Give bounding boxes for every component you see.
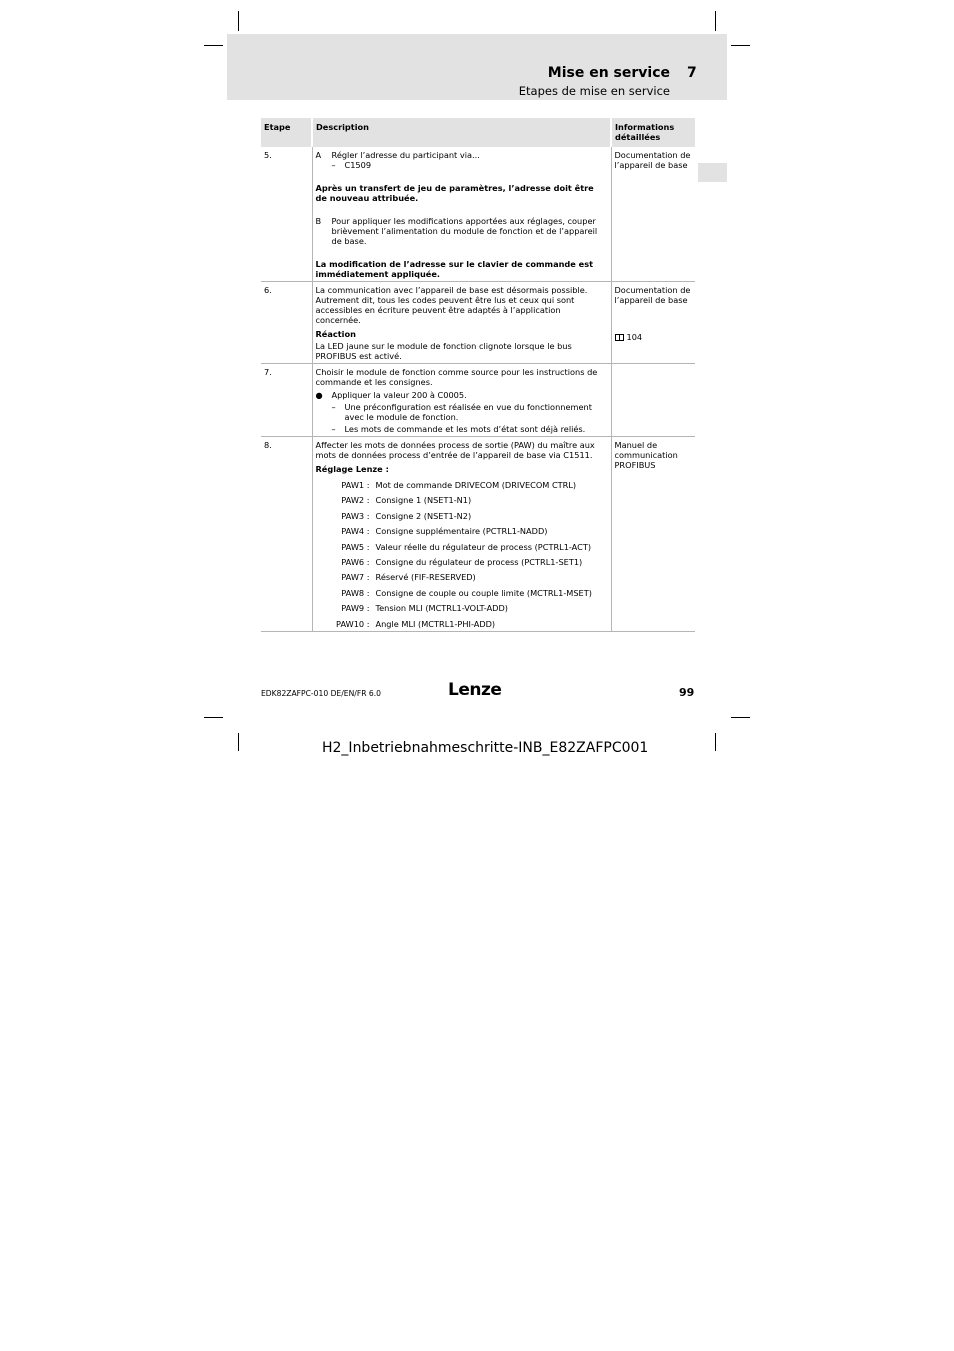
column-header-info: Informations détaillées (611, 118, 695, 147)
step-text: La communication avec l’appareil de base est désormais possible. Autrement dit, tous les codes peuvent être lus et ceux qui sont accessibles en écriture peuvent être adaptés à l’application concernée. (315, 285, 588, 325)
table-row (261, 147, 695, 282)
bullet-item (316, 390, 608, 400)
section-title: Etapes de mise en service (518, 84, 670, 98)
table-row (261, 437, 695, 632)
paw-row: PAW8 : Consigne de couple ou couple limite (MCTRL1-MSET) (341, 587, 592, 598)
page-reference-number: 104 (626, 332, 643, 342)
bullet-text: Appliquer la valeur 200 à C0005. (331, 390, 467, 400)
paw-row: PAW6 : Consigne du régulateur de process (PCTRL1-SET1) (341, 556, 583, 567)
step-number: 6. (261, 282, 312, 364)
step-description (312, 147, 611, 282)
paw-row: PAW2 : Consigne 1 (NSET1-N1) (341, 495, 472, 506)
column-header-step: Etape (261, 118, 312, 147)
step-description (312, 364, 611, 437)
paw-row: PAW5 : Valeur réelle du régulateur de process (PCTRL1-ACT) (341, 541, 592, 552)
step-text: Affecter les mots de données process de sortie (PAW) du maître aux mots de données process d’entrée de l’appareil de base via C1511. (315, 440, 595, 460)
crop-mark (731, 45, 750, 46)
page-number: 99 (679, 686, 695, 699)
substep-text: Pour appliquer les modifications apportées aux réglages, couper brièvement l’alimentation du module de fonction et de l’appareil de base. (331, 216, 598, 246)
document-id: EDK82ZAFPC-010 DE/EN/FR 6.0 (261, 689, 381, 698)
crop-mark (204, 717, 223, 718)
reaction-label: Réaction (315, 329, 356, 339)
dash-item: – Les mots de commande et les mots d’état sont déjà reliés. (331, 424, 586, 434)
table-row (261, 282, 695, 364)
paw-row: PAW3 : Consigne 2 (NSET1-N2) (341, 510, 472, 521)
file-label: H2_Inbetriebnahmeschritte-INB_E82ZAFPC001 (322, 740, 649, 756)
crop-mark (715, 11, 716, 31)
reaction-text: La LED jaune sur le module de fonction clignote lorsque le bus PROFIBUS est activé. (315, 341, 572, 361)
step-number: 8. (261, 437, 312, 632)
table-header-row (261, 118, 695, 147)
step-info: Documentation de l’appareil de base (611, 147, 695, 282)
paw-row: PAW7 : Réservé (FIF-RESERVED) (341, 572, 476, 583)
column-header-description: Description (312, 118, 611, 147)
step-info: Manuel de communication PROFIBUS (611, 437, 695, 632)
substep-a (316, 150, 608, 160)
dash-text: C1509 (344, 160, 372, 170)
chapter-tab-marker (698, 163, 727, 182)
paw-row: PAW10 : Angle MLI (MCTRL1-PHI-ADD) (336, 618, 496, 629)
table-row (261, 364, 695, 437)
step-info (611, 282, 695, 364)
substep-label: A (315, 150, 322, 160)
dash-item: – Une préconfiguration est réalisée en vue du fonctionnement avec le module de fonction. (332, 402, 608, 422)
chapter-title: Mise en service (547, 65, 670, 81)
substep-label: B (315, 216, 322, 226)
info-text: Documentation de l’appareil de base (614, 285, 691, 305)
crop-mark (238, 11, 239, 31)
note: Après un transfert de jeu de paramètres, l’adresse doit être de nouveau attribuée. (315, 183, 594, 203)
crop-mark (238, 733, 239, 751)
book-icon (615, 334, 624, 341)
steps-table (261, 118, 695, 632)
step-number: 5. (261, 147, 312, 282)
lenze-logo: Lenze (448, 680, 502, 700)
paw-row: PAW9 : Tension MLI (MCTRL1-VOLT-ADD) (341, 603, 508, 614)
paw-row: PAW1 : Mot de commande DRIVECOM (DRIVECOM CTRL) (341, 480, 577, 490)
step-text: Choisir le module de fonction comme source pour les instructions de commande et les consignes. (315, 367, 598, 387)
crop-mark (715, 733, 716, 751)
step-description (312, 282, 611, 364)
crop-mark (204, 45, 223, 46)
dash-text: Une préconfiguration est réalisée en vue du fonctionnement avec le module de fonction. (344, 402, 592, 422)
crop-mark (731, 717, 750, 718)
dash-item: – C1509 (331, 160, 372, 170)
step-number: 7. (261, 364, 312, 437)
step-description (312, 437, 611, 632)
substep-text: Régler l’adresse du participant via... (331, 150, 480, 160)
substep-b (316, 216, 608, 246)
bullet-icon: ● (315, 390, 323, 400)
chapter-number: 7 (687, 65, 697, 81)
step-info (611, 364, 695, 437)
paw-row: PAW4 : Consigne supplémentaire (PCTRL1-NADD) (341, 526, 548, 537)
note: La modification de l’adresse sur le clavier de commande est immédiatement appliquée. (315, 259, 594, 279)
page-reference (615, 332, 693, 342)
dash-text: Les mots de commande et les mots d’état sont déjà reliés. (344, 424, 586, 434)
setting-label: Réglage Lenze : (315, 464, 389, 474)
